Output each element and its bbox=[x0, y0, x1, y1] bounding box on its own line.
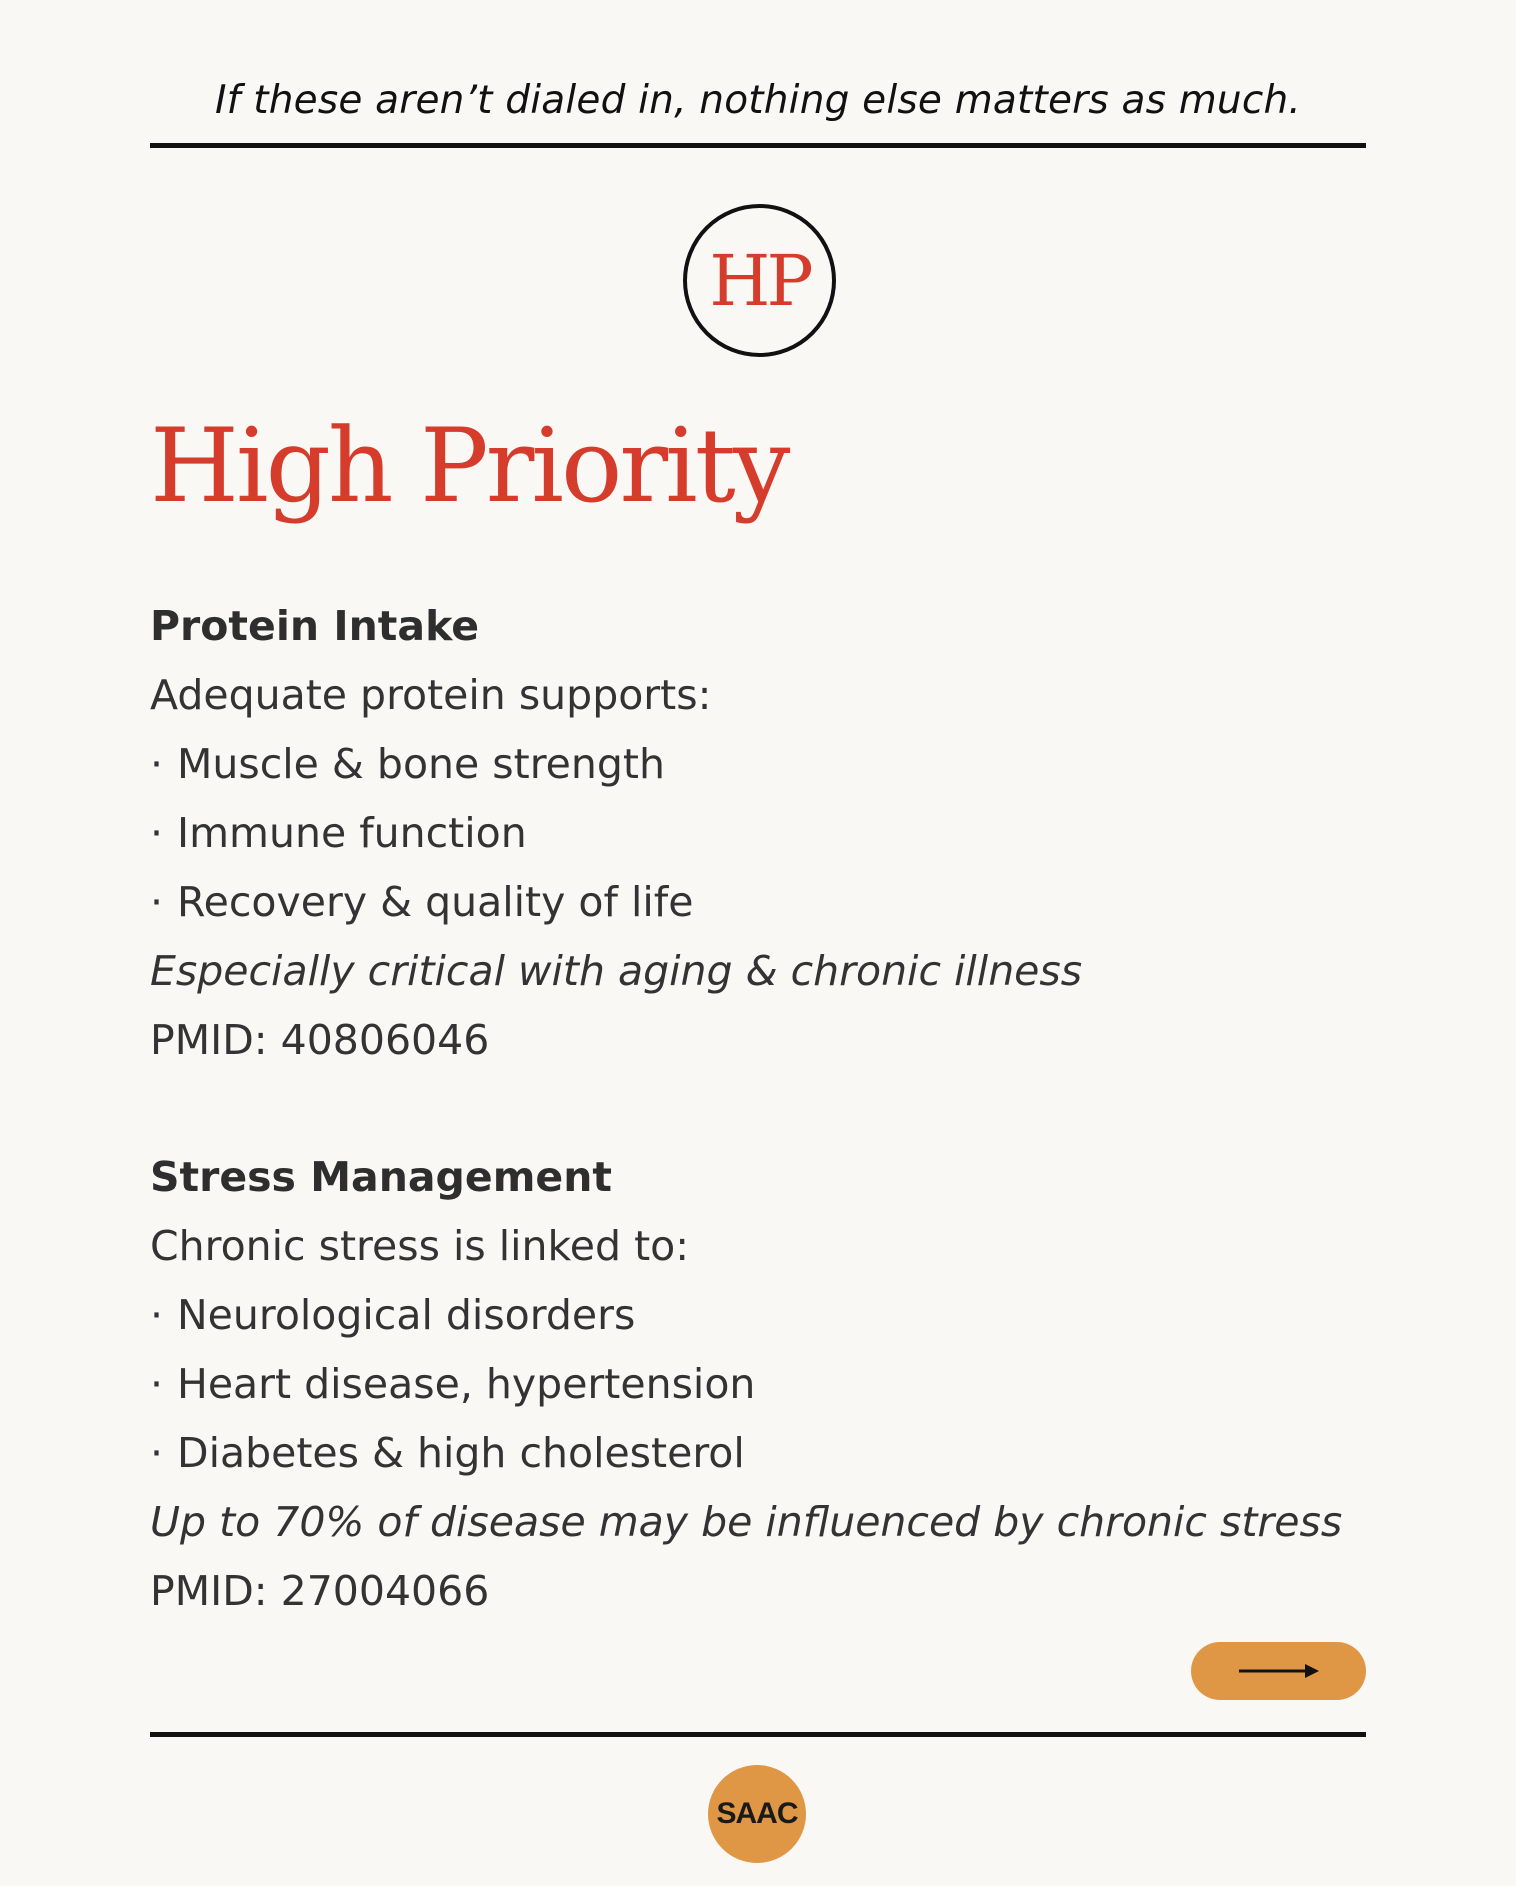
section-intro: Adequate protein supports: bbox=[150, 671, 712, 719]
section-note: Up to 70% of disease may be influenced by chronic stress bbox=[150, 1498, 1343, 1546]
bullet-text: Diabetes & high cholesterol bbox=[177, 1429, 745, 1477]
bullet-item bbox=[150, 799, 1380, 868]
bullet-text: Recovery & quality of life bbox=[177, 878, 694, 926]
monogram-badge bbox=[683, 204, 836, 357]
section-intro: Chronic stress is linked to: bbox=[150, 1222, 690, 1270]
section-reference: PMID: 40806046 bbox=[150, 1016, 490, 1064]
bullet-item bbox=[150, 868, 1380, 937]
top-divider bbox=[150, 143, 1366, 148]
bullet-text: Neurological disorders bbox=[177, 1291, 636, 1339]
section-note: Especially critical with aging & chronic illness bbox=[150, 947, 1083, 995]
section-reference: PMID: 27004066 bbox=[150, 1567, 490, 1615]
bottom-divider bbox=[150, 1732, 1366, 1737]
bullet-item bbox=[150, 730, 1380, 799]
bullet-item bbox=[150, 1419, 1380, 1488]
next-button[interactable] bbox=[1191, 1642, 1366, 1700]
logo-text: SAAC bbox=[716, 1797, 798, 1830]
tagline: If these aren’t dialed in, nothing else matters as much. bbox=[214, 78, 1302, 123]
bullet-item bbox=[150, 1281, 1380, 1350]
bullet-item bbox=[150, 1350, 1380, 1419]
arrow-right-icon bbox=[1237, 1661, 1321, 1681]
bullet-text: Heart disease, hypertension bbox=[177, 1360, 756, 1408]
bullet-text: Muscle & bone strength bbox=[177, 740, 665, 788]
saac-logo bbox=[708, 1765, 806, 1863]
bullet-text: Immune function bbox=[177, 809, 527, 857]
section-title: Stress Management bbox=[150, 1153, 613, 1201]
section-stress-management bbox=[150, 1143, 1380, 1626]
section-title: Protein Intake bbox=[150, 602, 480, 650]
section-protein-intake bbox=[150, 592, 1380, 1075]
monogram-text: HP bbox=[709, 239, 810, 322]
page-title: High Priority bbox=[150, 407, 788, 526]
